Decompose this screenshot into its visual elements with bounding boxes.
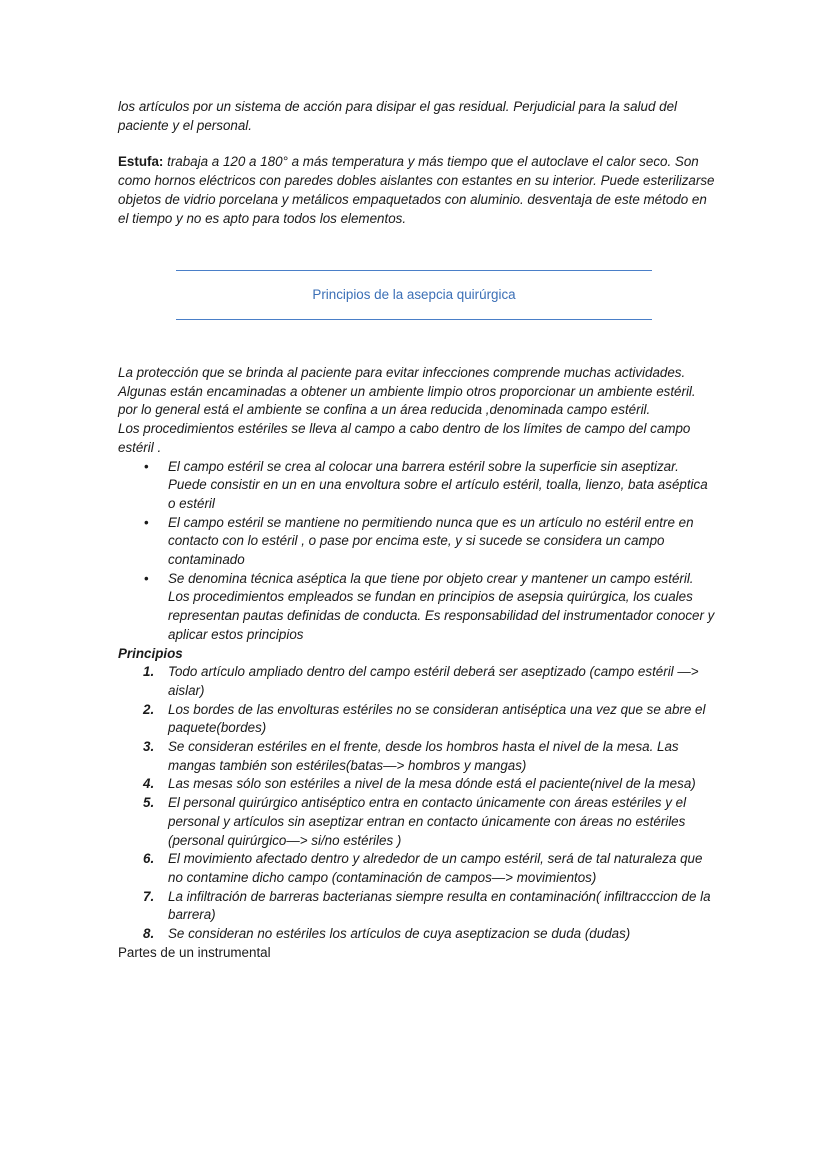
list-item-text: Se denomina técnica aséptica la que tiene por objeto crear y mantener un campo estéril. Los procedimientos empleados se fundan en principios de asepsia quirúrgica, los cuales representan pautas definidas de conducta. Es responsabilidad del instrumentador conocer y aplicar estos principios bbox=[168, 570, 715, 642]
principle-number: 2. bbox=[143, 701, 155, 717]
estufa-text: trabaja a 120 a 180° a más temperatura y más tiempo que el autoclave el calor seco. Son como hornos eléctricos con paredes dobles aislantes con estantes en su interior. Puede esterilizarse objetos de vidrio porcelana y metálicos empaquetados con aluminio. desventaja de este método en el tiempo y no es apto para todos los elementos. bbox=[118, 154, 715, 226]
list-item bbox=[118, 514, 718, 570]
principle-number: 5. bbox=[143, 795, 155, 811]
principle-number: 3. bbox=[143, 739, 155, 755]
estufa-label: Estufa: bbox=[118, 154, 164, 170]
document-top bbox=[118, 98, 718, 228]
principle-text: El personal quirúrgico antiséptico entra en contacto únicamente con áreas estériles y el personal y artículos sin aseptizar entran en contacto únicamente con áreas no estériles (personal quirúrgico—> si/no estériles ) bbox=[168, 795, 687, 848]
paragraph-proteccion: La protección que se brinda al paciente para evitar infecciones comprende muchas actividades. Algunas están encaminadas a obtener un ambiente limpio otros proporcionar un ambiente estéril. bbox=[118, 365, 696, 399]
paragraph-ambiente: por lo general está el ambiente se confina a un área reducida ,denominada campo estéril. bbox=[118, 402, 651, 418]
principle-item bbox=[118, 701, 718, 738]
principle-text: El movimiento afectado dentro y alrededor de un campo estéril, será de tal naturaleza que no contamine dicho campo (contaminación de campos—> movimientos) bbox=[168, 851, 703, 885]
heading-rule-top bbox=[176, 270, 652, 271]
principles-list bbox=[118, 663, 718, 944]
principle-text: Todo artículo ampliado dentro del campo estéril deberá ser aseptizado (campo estéril —> aislar) bbox=[168, 664, 699, 698]
principle-item bbox=[118, 794, 718, 850]
paragraph-procedimientos: Los procedimientos estériles se lleva al campo a cabo dentro de los límites de campo del campo estéril . bbox=[118, 421, 691, 455]
principle-item bbox=[118, 925, 718, 944]
principle-number: 7. bbox=[143, 888, 155, 904]
bullet-icon: • bbox=[144, 514, 149, 530]
principles-title: Principios bbox=[118, 645, 183, 661]
list-item-text: El campo estéril se mantiene no permitiendo nunca que es un artículo no estéril entre en contacto con lo estéril , o pase por encima este, y si sucede se considera un campo contaminado bbox=[168, 514, 694, 568]
principle-text: Los bordes de las envolturas estériles no se consideran antiséptica una vez que se abre el paquete(bordes) bbox=[168, 701, 706, 736]
principle-item bbox=[118, 850, 718, 887]
principle-number: 1. bbox=[143, 664, 155, 680]
section-heading-block bbox=[176, 270, 652, 320]
list-item bbox=[118, 570, 718, 645]
bullet-icon: • bbox=[144, 458, 149, 474]
document-body bbox=[118, 364, 718, 963]
intro-paragraph: los artículos por un sistema de acción para disipar el gas residual. Perjudicial para la salud del paciente y el personal. bbox=[118, 99, 677, 133]
principle-text: La infiltración de barreras bacterianas siempre resulta en contaminación( infiltracccion de la barrera) bbox=[168, 888, 711, 923]
bullet-list bbox=[118, 458, 718, 645]
principle-item bbox=[118, 738, 718, 775]
bullet-icon: • bbox=[144, 570, 149, 586]
estufa-paragraph bbox=[118, 153, 718, 228]
principle-text: Se consideran estériles en el frente, desde los hombros hasta el nivel de la mesa. Las mangas también son estériles(batas—> hombros y mangas) bbox=[168, 739, 679, 773]
list-item bbox=[118, 458, 718, 514]
principle-item bbox=[118, 663, 718, 700]
footer-line: Partes de un instrumental bbox=[118, 944, 271, 960]
principle-item bbox=[118, 775, 718, 794]
principle-number: 8. bbox=[143, 926, 155, 942]
list-item-text: El campo estéril se crea al colocar una barrera estéril sobre la superficie sin aseptizar. Puede consistir en un en una envoltura sobre el artículo estéril, toalla, lienzo, bata aséptica o estéril bbox=[168, 458, 708, 511]
principle-number: 6. bbox=[143, 851, 155, 867]
principle-item bbox=[118, 888, 718, 925]
section-heading: Principios de la asepcia quirúrgica bbox=[312, 287, 516, 302]
heading-rule-bottom bbox=[176, 319, 652, 320]
principle-text: Las mesas sólo son estériles a nivel de la mesa dónde está el paciente(nivel de la mesa) bbox=[168, 776, 696, 792]
principle-text: Se consideran no estériles los artículos de cuya aseptizacion se duda (dudas) bbox=[168, 926, 631, 942]
principle-number: 4. bbox=[143, 776, 155, 792]
